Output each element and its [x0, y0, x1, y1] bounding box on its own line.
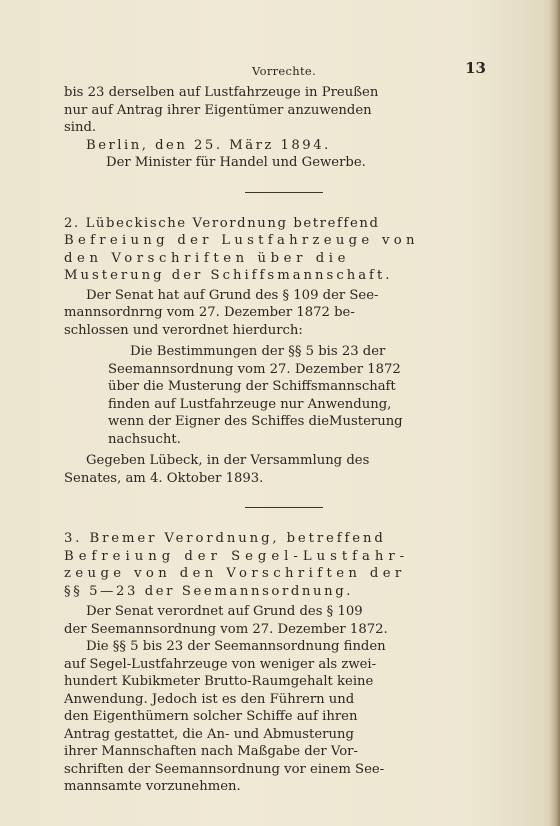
- place-date: Berlin, den 25. März 1894.: [86, 137, 331, 153]
- text-line: über die Musterung der Schiffsmannschaft: [108, 379, 396, 394]
- text-line: Der Senat hat auf Grund des § 109 der See-: [86, 287, 379, 303]
- text-line: mannsamte vorzunehmen.: [64, 779, 241, 794]
- text-line: Senates, am 4. Oktober 1893.: [64, 470, 264, 486]
- heading-line: Musterung der Schiffsmannschaft.: [64, 268, 393, 283]
- text-line: Gegeben Lübeck, in der Versammlung des: [86, 453, 370, 468]
- section-2-closing: [64, 452, 504, 487]
- section-divider: [245, 507, 323, 508]
- section-3-paragraph-1: [64, 603, 504, 638]
- text-line: Anwendung. Jedoch ist es den Führern und: [64, 691, 355, 707]
- text-line: wenn der Eigner des Schiffes dieMusterung: [108, 414, 403, 429]
- text-line: mannsordnrng vom 27. Dezember 1872 be-: [64, 305, 355, 320]
- text-line: der Seemannsordnung vom 27. Dezember 1872.: [64, 621, 388, 637]
- page-content: [64, 60, 504, 796]
- heading-line: §§ 5—23 der Seemannsordnung.: [64, 583, 354, 599]
- section-3-paragraph-2: [64, 638, 504, 796]
- text-line: auf Segel-Lustfahrzeuge von weniger als zwei-: [64, 656, 377, 672]
- text-line: sind.: [64, 120, 97, 135]
- section-2-quote: [108, 343, 492, 448]
- text-line: nachsucht.: [108, 431, 181, 447]
- heading-line: Befreiung der Segel-Lustfahr-: [64, 548, 410, 564]
- heading-line: den Vorschriften über die: [64, 250, 351, 266]
- section-3-heading: [64, 530, 504, 600]
- text-line: den Eigenthümern solcher Schiffe auf ihren: [64, 709, 358, 724]
- heading-line: 3. Bremer Verordnung, betreffend: [64, 531, 386, 546]
- text-line: finden auf Lustfahrzeuge nur Anwendung,: [108, 396, 392, 412]
- page-number: 13: [465, 59, 486, 77]
- intro-paragraph: [64, 84, 504, 137]
- text-line: Die Bestimmungen der §§ 5 bis 23 der: [130, 344, 386, 359]
- text-line: Antrag gestattet, die An- und Abmusterung: [64, 726, 354, 742]
- text-line: hundert Kubikmeter Brutto-Raumgehalt keine: [64, 674, 374, 689]
- section-2-heading: [64, 215, 504, 285]
- heading-line: Befreiung der Lustfahrzeuge von: [64, 233, 419, 248]
- running-header: [64, 60, 504, 84]
- section-divider: [245, 192, 323, 193]
- section-2-intro: [64, 287, 504, 340]
- text-line: bis 23 derselben auf Lustfahrzeuge in Preußen: [64, 85, 379, 100]
- text-line: Seemannsordnung vom 27. Dezember 1872: [108, 361, 401, 377]
- signature: Der Minister für Handel und Gewerbe.: [106, 155, 366, 170]
- text-line: ihrer Mannschaften nach Maßgabe der Vor-: [64, 744, 358, 759]
- heading-line: zeuge von den Vorschriften der: [64, 566, 406, 581]
- heading-line: 2. Lübeckische Verordnung betreffend: [64, 215, 380, 231]
- text-line: Die §§ 5 bis 23 der Seemannsordnung finden: [86, 639, 386, 654]
- text-line: schlossen und verordnet hierdurch:: [64, 322, 303, 338]
- page-edge: [550, 0, 560, 826]
- text-line: nur auf Antrag ihrer Eigentümer anzuwenden: [64, 102, 372, 118]
- text-line: Der Senat verordnet auf Grund des § 109: [86, 604, 363, 619]
- running-title: Vorrechte.: [252, 64, 316, 78]
- text-line: schriften der Seemannsordnung vor einem See-: [64, 761, 385, 777]
